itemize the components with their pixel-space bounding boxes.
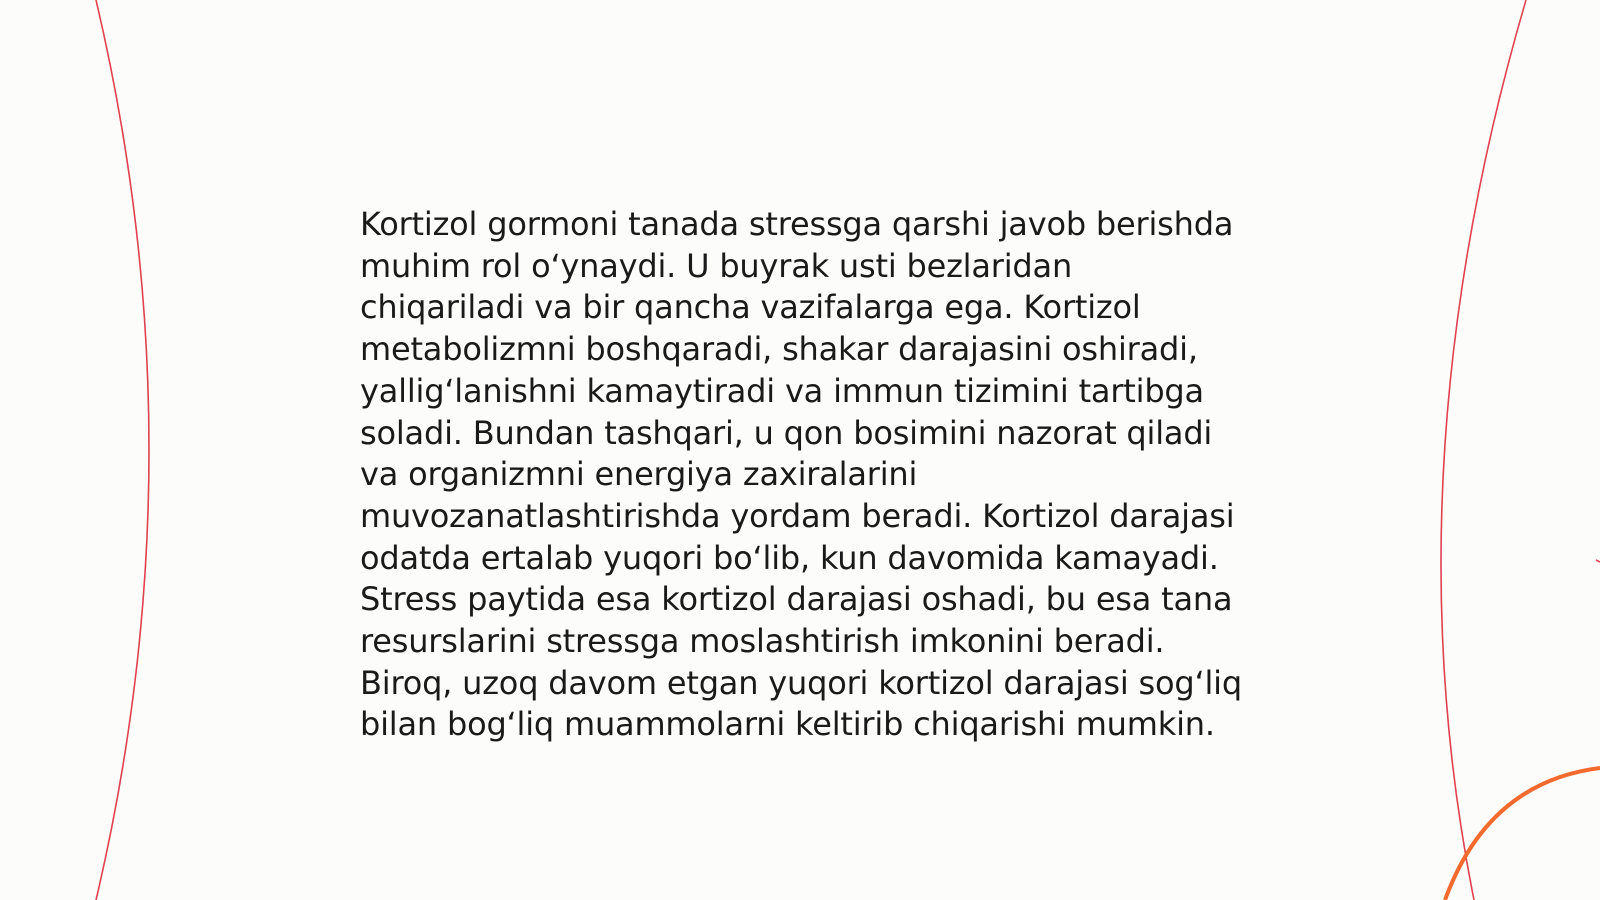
body-text: Kortizol gormoni tanada stressga qarshi javob berishda muhim rol o‘ynaydi. U buyrak usti bezlaridan chiqariladi va bir qancha vazifalarga ega. Kortizol metabolizmni boshqaradi, shakar darajasini oshiradi, yallig‘lanishni kamaytiradi va immun tizimini tartibga soladi. Bundan tashqari, u qon bosimini nazorat qiladi va organizmni energiya zaxiralarini muvozanatlashtirishda yordam beradi. Kortizol darajasi odatda ertalab yuqori bo‘lib, kun davomida kamayadi. Stress paytida esa kortizol darajasi oshadi, bu esa tana resurslarini stressga moslashtirish imkonini beradi. Biroq, uzoq davom etgan yuqori kortizol darajasi sog‘liq bilan bog‘liq muammolarni keltirib chiqarishi mumkin. <box>360 205 1242 744</box>
orange-arc <box>1445 768 1600 900</box>
right-curve-line <box>1441 0 1526 900</box>
right-edge-tick <box>1596 560 1600 562</box>
left-curve-line <box>96 0 149 900</box>
